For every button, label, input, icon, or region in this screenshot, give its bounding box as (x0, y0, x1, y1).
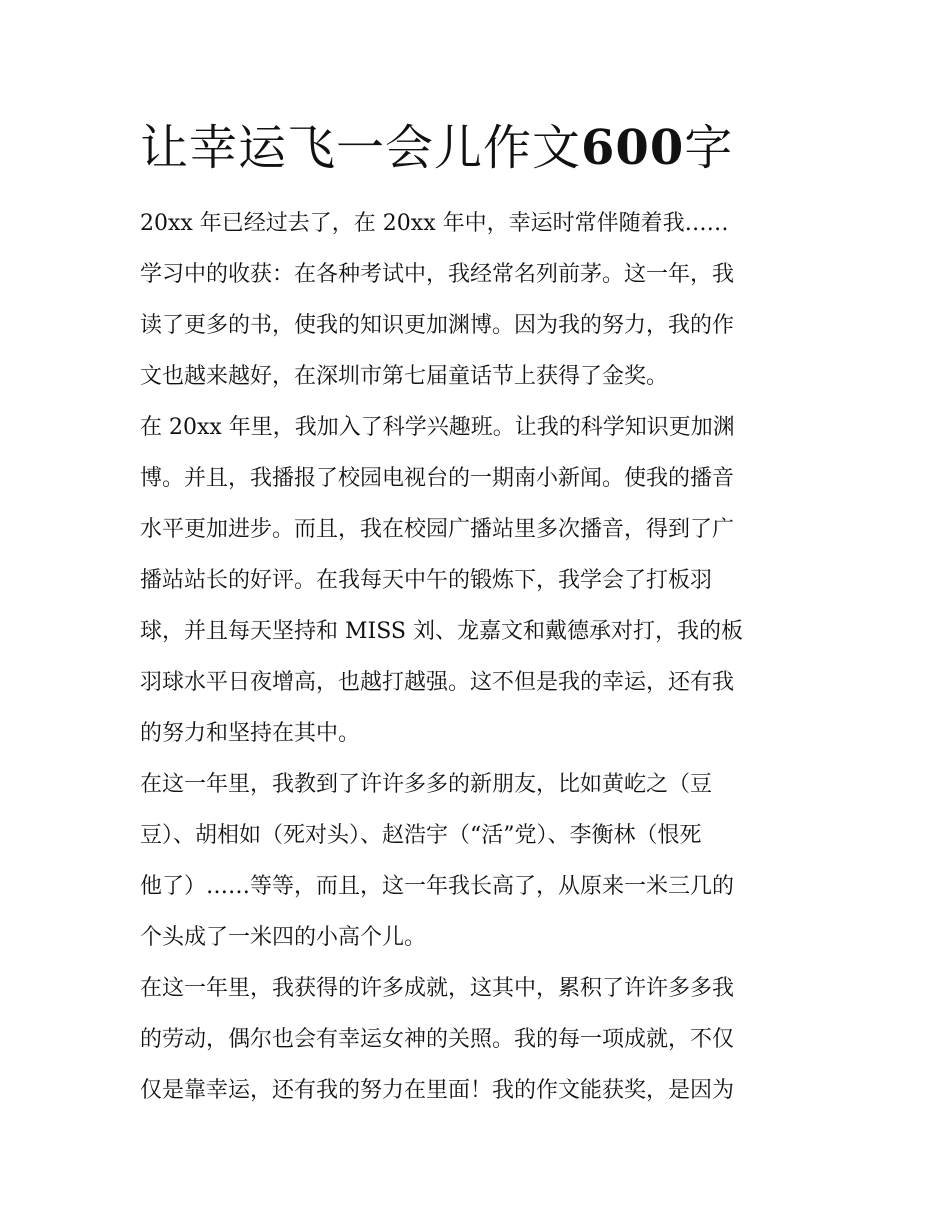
title-main: 让幸运飞一会儿作文 (140, 120, 582, 176)
text-line: 的劳动，偶尔也会有幸运女神的关照。我的每一项成就，不仅 (140, 1027, 735, 1052)
text-line: 在这一年里，我教到了许许多多的新朋友，比如黄屹之（豆 (140, 772, 713, 797)
title-suffix: 字 (684, 120, 734, 176)
document-title (140, 118, 840, 178)
text-line: 20xx 年已经过去了，在 20xx 年中，幸运时常伴随着我…… (140, 211, 729, 236)
title-number: 600 (581, 120, 685, 176)
text-line: 球，并且每天坚持和 MISS 刘、龙嘉文和戴德承对打，我的板 (140, 619, 743, 644)
text-line: 个头成了一米四的小高个儿。 (140, 925, 427, 950)
text-line: 在这一年里，我获得的许多成就，这其中，累积了许许多多我 (140, 976, 735, 1001)
text-line: 博。并且，我播报了校园电视台的一期南小新闻。使我的播音 (140, 466, 735, 491)
text-line: 羽球水平日夜增高，也越打越强。这不但是我的幸运，还有我 (140, 670, 735, 695)
text-line: 在 20xx 年里，我加入了科学兴趣班。让我的科学知识更加渊 (140, 415, 735, 440)
text-line: 文也越来越好，在深圳市第七届童话节上获得了金奖。 (140, 364, 669, 389)
text-line: 仅是靠幸运，还有我的努力在里面！我的作文能获奖，是因为 (140, 1078, 735, 1103)
text-line: 学习中的收获：在各种考试中，我经常名列前茅。这一年，我 (140, 262, 735, 287)
text-line: 播站站长的好评。在我每天中午的锻炼下，我学会了打板羽 (140, 568, 713, 593)
document-body (140, 204, 812, 1122)
text-line: 他了）……等等，而且，这一年我长高了，从原来一米三几的 (140, 874, 735, 899)
text-line: 的努力和坚持在其中。 (140, 721, 361, 746)
text-line: 豆）、胡相如（死对头）、赵浩宇（“活”党）、李衡林（恨死 (140, 823, 702, 848)
text-line: 读了更多的书，使我的知识更加渊博。因为我的努力，我的作 (140, 313, 735, 338)
text-line: 水平更加进步。而且，我在校园广播站里多次播音，得到了广 (140, 517, 735, 542)
